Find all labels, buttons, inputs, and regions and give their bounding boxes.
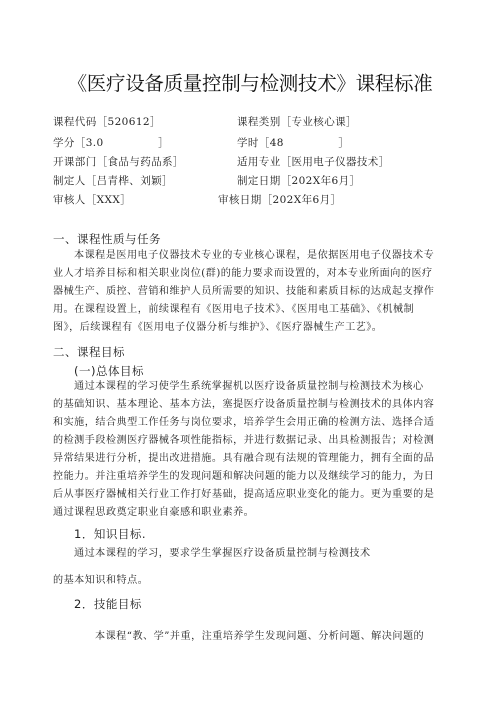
knowledge-goal-line-2: 的基本知识和特点。	[53, 575, 149, 586]
paragraph-line: 业人才培养目标和相关职业岗位(群)的能力要求而设置的，对本专业所面向的医疗	[53, 268, 433, 279]
section-1-heading: 一、课程性质与任务	[53, 232, 161, 246]
course-hours: 学时［48 ］	[237, 137, 350, 149]
paragraph-line: 和实施，结合典型工作任务与岗位要求，培养学生会用正确的检测方法、选择合适	[53, 417, 435, 428]
knowledge-goal-line-1: 通过本课程的学习，要求学生掌握医疗设备质量控制与检测技术	[74, 548, 371, 559]
section-2-heading: 二、课程目标	[53, 345, 125, 359]
paragraph-line: 的检测手段检测医疗器械各项性能指标，并进行数据记录、出具检测报告；对检测	[53, 435, 435, 446]
course-review-date: 审核日期［202X年6月］	[218, 194, 342, 206]
course-major: 适用专业［医用电子仪器技术］	[237, 156, 390, 168]
paragraph-line: 图》，后续课程有《医用电子仪器分析与维护》、《医疗器械生产工艺》。	[53, 322, 383, 333]
paragraph-line: 的基础知识、基本理论、基本方法，塞提医疗设备质量控制与检测技术的具体内容	[53, 399, 435, 410]
paragraph-line: 本课程是医用电子仪器技术专业的专业核心课程，是依据医用电子仪器技术专	[74, 250, 435, 261]
course-date: 制定日期［202X年6月］	[237, 175, 361, 187]
document-title: 《医疗设备质量控制与检测技术》课程标准	[67, 72, 433, 95]
paragraph-line: 控能力。并注重培养学生的发现问题和解决问题的能力以及继续学习的能力，为日	[53, 471, 435, 482]
paragraph-line: 通过课程思政奠定职业自豪感和职业素养。	[53, 507, 255, 518]
paragraph-line: 器械生产、质控、营销和维护人员所需要的知识、技能和素质目标的达成起支撑作	[53, 286, 435, 297]
skill-goal-line-1: 本课程“教、学”并重，注重培养学生发现问题、分析问题、解决问题的	[95, 631, 425, 642]
course-credit: 学分［3.0 ］	[53, 137, 169, 149]
paragraph-line: 用。在课程设置上，前续课程有《医用电子技术》、《医用电工基础》、《机械制	[53, 304, 415, 315]
course-code: 课程代码［520612］	[53, 116, 161, 128]
paragraph-line: 异常结果进行分析，提出改进措施。具有融合现有法规的管理能力，拥有全面的品	[53, 453, 435, 464]
knowledge-goal-heading: 1．知识目标.	[74, 527, 146, 541]
course-maker: 制定人［吕青桦、刘颖］	[53, 175, 173, 187]
paragraph-line: 后从事医疗器械相关行业工作打好基础，提高适应职业变化的能力。更为重要的是	[53, 489, 435, 500]
course-category: 课程类别［专业核心课］	[237, 116, 357, 128]
section-2-paragraph	[53, 378, 453, 522]
paragraph-line: 通过本课程的学习使学生系统掌握机以医疗设备质量控制与检测技术为核心	[74, 381, 424, 392]
subsection-overall-goal: (一)总体目标	[74, 364, 144, 378]
section-1-paragraph	[53, 247, 453, 337]
skill-goal-heading: 2．技能目标	[74, 597, 142, 611]
course-reviewer: 审核人［XXX］	[53, 194, 132, 206]
course-dept: 开课部门［食品与药品系］	[53, 156, 184, 168]
